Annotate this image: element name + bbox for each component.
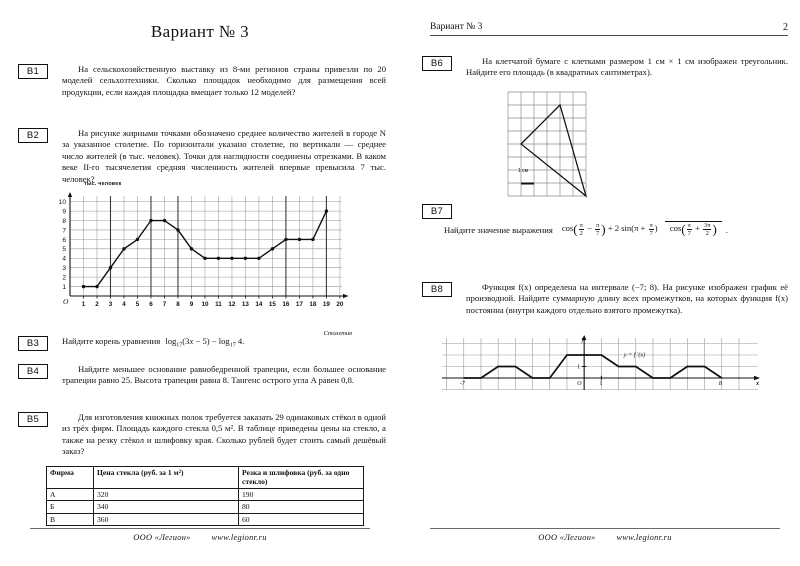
- task-b5-text: Для изготовления книжных полок требуется заказать 29 одинаковых стёкол в одной из трёх фирм. Площадь каждого стекла 0,5 м². В таблице приведены цены на стекло, а также на резку стёкол и шлифовку края. Сколько рублей будет стоить самый дешёвый заказ?: [62, 412, 386, 457]
- b8-derivative-svg: [438, 334, 763, 396]
- task-b8-text: Функция f(x) определена на интервале (−7; 8). На рисунке изображен график её производной. Найдите суммарную длину всех промежутков, на которых функция f(x) постоянна (внутри каждого отдельно взятого промежутка).: [466, 282, 788, 315]
- svg-text:7: 7: [62, 227, 66, 235]
- header-rule: [430, 35, 788, 36]
- chart-x-axis-label: Столетия: [323, 330, 352, 337]
- svg-text:13: 13: [241, 301, 249, 308]
- task-b8: [422, 282, 788, 316]
- b8-derivative-graph: [438, 334, 763, 396]
- footer-rule-left: [30, 528, 370, 529]
- task-b4: [18, 364, 386, 387]
- task-b3-prefix: Найдите корень уравнения: [62, 336, 161, 346]
- table-header-firm: Фирма: [47, 467, 94, 489]
- formula-denominator: cos( $\frac{\pi}{7}$ + $\frac{3\pi}{2}$ ): [665, 221, 722, 233]
- table-row: [47, 501, 364, 513]
- svg-text:10: 10: [201, 301, 209, 308]
- task-b7-body: Найдите значение выражения cos( $\frac{\pi}{2}$ − $\frac{\pi}{7}$ ) + 2 sin(π + $\frac{\pi}{7}$ ) cos( $\frac{\pi}{7}$ + $\frac{3\pi}{2}$ ) .: [444, 222, 728, 237]
- table-header-row: [47, 467, 364, 489]
- task-b7-prefix: Найдите значение выражения: [444, 224, 553, 235]
- svg-text:8: 8: [176, 301, 180, 308]
- svg-text:9: 9: [189, 301, 194, 308]
- svg-text:8: 8: [62, 217, 66, 225]
- svg-text:4: 4: [122, 301, 126, 308]
- b6-scale-label: 1 см: [518, 168, 529, 174]
- running-head: [430, 22, 788, 33]
- svg-text:9: 9: [62, 208, 66, 216]
- task-b5: [18, 412, 386, 458]
- footer-site[interactable]: www.legionr.ru: [211, 533, 267, 542]
- table-row: [47, 513, 364, 525]
- cell-price: 340: [94, 501, 239, 513]
- svg-text:O: O: [63, 297, 69, 306]
- svg-text:4: 4: [62, 255, 66, 263]
- task-b4-tag: B4: [18, 364, 48, 379]
- svg-text:3: 3: [62, 265, 66, 273]
- task-b3-text: [62, 336, 386, 352]
- task-b7-formula: [557, 222, 722, 237]
- task-b6-tag: B6: [422, 56, 452, 71]
- footer-site[interactable]: www.legionr.ru: [616, 533, 672, 542]
- svg-text:x: x: [756, 380, 760, 387]
- svg-text:1: 1: [577, 363, 581, 371]
- cell-cutting: 190: [239, 488, 364, 500]
- svg-text:O: O: [577, 380, 582, 387]
- cell-firm: Б: [47, 501, 94, 513]
- task-b4-text: Найдите меньшее основание равнобедренной трапеции, если большее основание трапеции равно 25. Высота трапеции равна 8. Тангенс острого угла A равен 0,8.: [62, 364, 386, 386]
- task-b3-tag: B3: [18, 336, 48, 351]
- svg-text:14: 14: [255, 301, 263, 308]
- task-b7-tag: B7: [422, 204, 452, 219]
- footer-left: [30, 533, 370, 542]
- population-chart: [48, 181, 358, 337]
- cell-cutting: 80: [239, 501, 364, 513]
- svg-text:11: 11: [215, 301, 222, 308]
- task-b2-text: На рисунке жирными точками обозначено среднее количество жителей в городе N за указанное столетие. По горизонтали указано столетие, по вертикали — среднее число жителей (в тыс. человек). Точки для наглядности соединены отрезками. В каком веке II-го тысячелетия средняя численность жителей впервые превысила 7 тыс. человек?: [62, 128, 386, 184]
- svg-text:-7: -7: [459, 380, 465, 387]
- svg-text:6: 6: [149, 301, 153, 308]
- svg-text:17: 17: [295, 301, 303, 308]
- task-b6-text: На клетчатой бумаге с клетками размером 1 см × 1 см изображен треугольник. Найдите его площадь (в квадратных сантиметрах).: [466, 56, 788, 78]
- svg-text:10: 10: [58, 199, 66, 207]
- task-b1-tag: B1: [18, 64, 48, 79]
- chart-y-axis-label: тыс. человек: [84, 181, 122, 187]
- svg-text:16: 16: [282, 301, 290, 308]
- footer-right: [430, 533, 780, 542]
- task-b2: [18, 128, 386, 185]
- task-b1: [18, 64, 386, 98]
- b6-triangle-svg: [500, 88, 630, 200]
- svg-text:19: 19: [322, 301, 330, 308]
- b6-triangle-figure: [500, 88, 630, 200]
- svg-text:1: 1: [81, 301, 86, 308]
- task-b2-tag: B2: [18, 128, 48, 143]
- svg-text:7: 7: [162, 301, 167, 308]
- svg-text:y = f ′(x): y = f ′(x): [623, 351, 646, 359]
- running-head-title: Вариант № 3: [430, 22, 483, 32]
- page-right-column: [400, 0, 800, 566]
- svg-text:1: 1: [599, 380, 603, 387]
- population-chart-svg: [48, 190, 358, 318]
- task-b1-text: На сельскохозяйственную выставку из 8-ми регионов страны привезли по 20 моделей сельхозтехники. Сколько площадок необходимо для размещения всей продукции, если каждая площадка вмещает только 12 моделей?: [62, 64, 386, 97]
- cell-price: 320: [94, 488, 239, 500]
- page-number: 2: [783, 22, 788, 33]
- svg-text:12: 12: [228, 301, 236, 308]
- footer-company: ООО «Легион»: [538, 533, 596, 542]
- svg-text:5: 5: [62, 246, 66, 254]
- task-b8-tag: B8: [422, 282, 452, 297]
- task-b3-formula: $\log_{17}(3x - 5) - \log_{17} 4$.: [165, 336, 245, 349]
- formula-numerator: cos( $\frac{\pi}{2}$ − $\frac{\pi}{7}$ ) + 2 sin(π + $\frac{\pi}{7}$ ): [561, 222, 660, 237]
- svg-text:15: 15: [268, 301, 276, 308]
- footer-rule-right: [430, 528, 780, 529]
- task-b3: [18, 336, 386, 352]
- svg-text:3: 3: [108, 301, 113, 308]
- svg-text:6: 6: [62, 236, 66, 244]
- svg-text:2: 2: [95, 301, 99, 308]
- cell-firm: В: [47, 513, 94, 525]
- page-title: Вариант № 3: [150, 22, 250, 41]
- table-header-cutting: Резка и шлифовка (руб. за одно стекло): [239, 467, 364, 489]
- cell-cutting: 60: [239, 513, 364, 525]
- cell-firm: А: [47, 488, 94, 500]
- svg-text:20: 20: [336, 301, 344, 308]
- svg-text:5: 5: [135, 301, 140, 308]
- task-b5-tag: B5: [18, 412, 48, 427]
- table-header-price: Цена стекла (руб. за 1 м²): [94, 467, 239, 489]
- footer-company: ООО «Легион»: [133, 533, 191, 542]
- svg-text:1: 1: [62, 283, 66, 291]
- glass-price-table: [46, 466, 364, 526]
- svg-text:2: 2: [62, 274, 66, 282]
- svg-text:18: 18: [309, 301, 317, 308]
- task-b6: [422, 56, 788, 79]
- svg-text:8: 8: [718, 380, 722, 387]
- table-row: [47, 488, 364, 500]
- cell-price: 360: [94, 513, 239, 525]
- svg-text:y: y: [581, 336, 585, 343]
